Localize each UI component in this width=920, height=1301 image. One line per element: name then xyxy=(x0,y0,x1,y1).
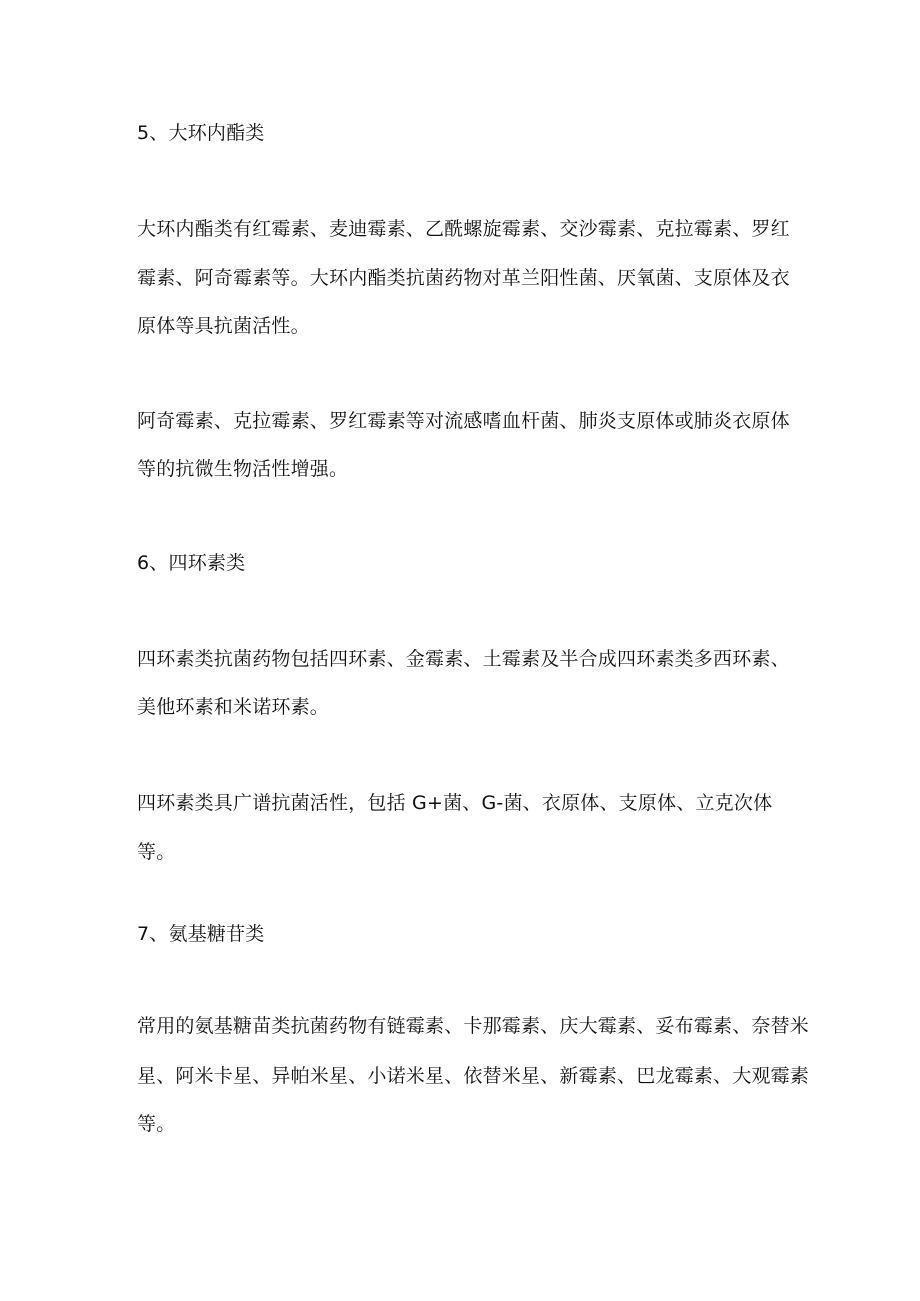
paragraph-line: 大环内酯类有红霉素、麦迪霉素、乙酰螺旋霉素、交沙霉素、克拉霉素、罗红 xyxy=(137,218,790,240)
paragraph-line: 原体等具抗菌活性。 xyxy=(137,315,310,337)
section-heading: 7、氨基糖苷类 xyxy=(137,923,265,945)
paragraph-line: 等的抗微生物活性增强。 xyxy=(137,458,349,480)
paragraph-line: 美他环素和米诺环素。 xyxy=(137,696,330,718)
section-heading: 6、四环素类 xyxy=(137,552,246,574)
paragraph-line: 等。 xyxy=(137,1113,176,1135)
paragraph-line: 阿奇霉素、克拉霉素、罗红霉素等对流感嗜血杆菌、肺炎支原体或肺炎衣原体 xyxy=(137,410,790,432)
paragraph-line: 等。 xyxy=(137,841,176,863)
paragraph-line: 星、阿米卡星、异帕米星、小诺米星、依替米星、新霉素、巴龙霉素、大观霉素 xyxy=(137,1065,810,1087)
paragraph-line: 常用的氨基糖苗类抗菌药物有链霉素、卡那霉素、庆大霉素、妥布霉素、奈替米 xyxy=(137,1015,810,1037)
paragraph-line: 四环素类具广谱抗菌活性，包括 G+菌、G-菌、衣原体、支原体、立克次体 xyxy=(137,792,773,814)
paragraph-line: 霉素、阿奇霉素等。大环内酯类抗菌药物对革兰阳性菌、厌氧菌、支原体及衣 xyxy=(137,267,790,289)
section-heading: 5、大环内酯类 xyxy=(137,122,265,144)
paragraph-line: 四环素类抗菌药物包括四环素、金霉素、土霉素及半合成四环素类多西环素、 xyxy=(137,648,790,670)
